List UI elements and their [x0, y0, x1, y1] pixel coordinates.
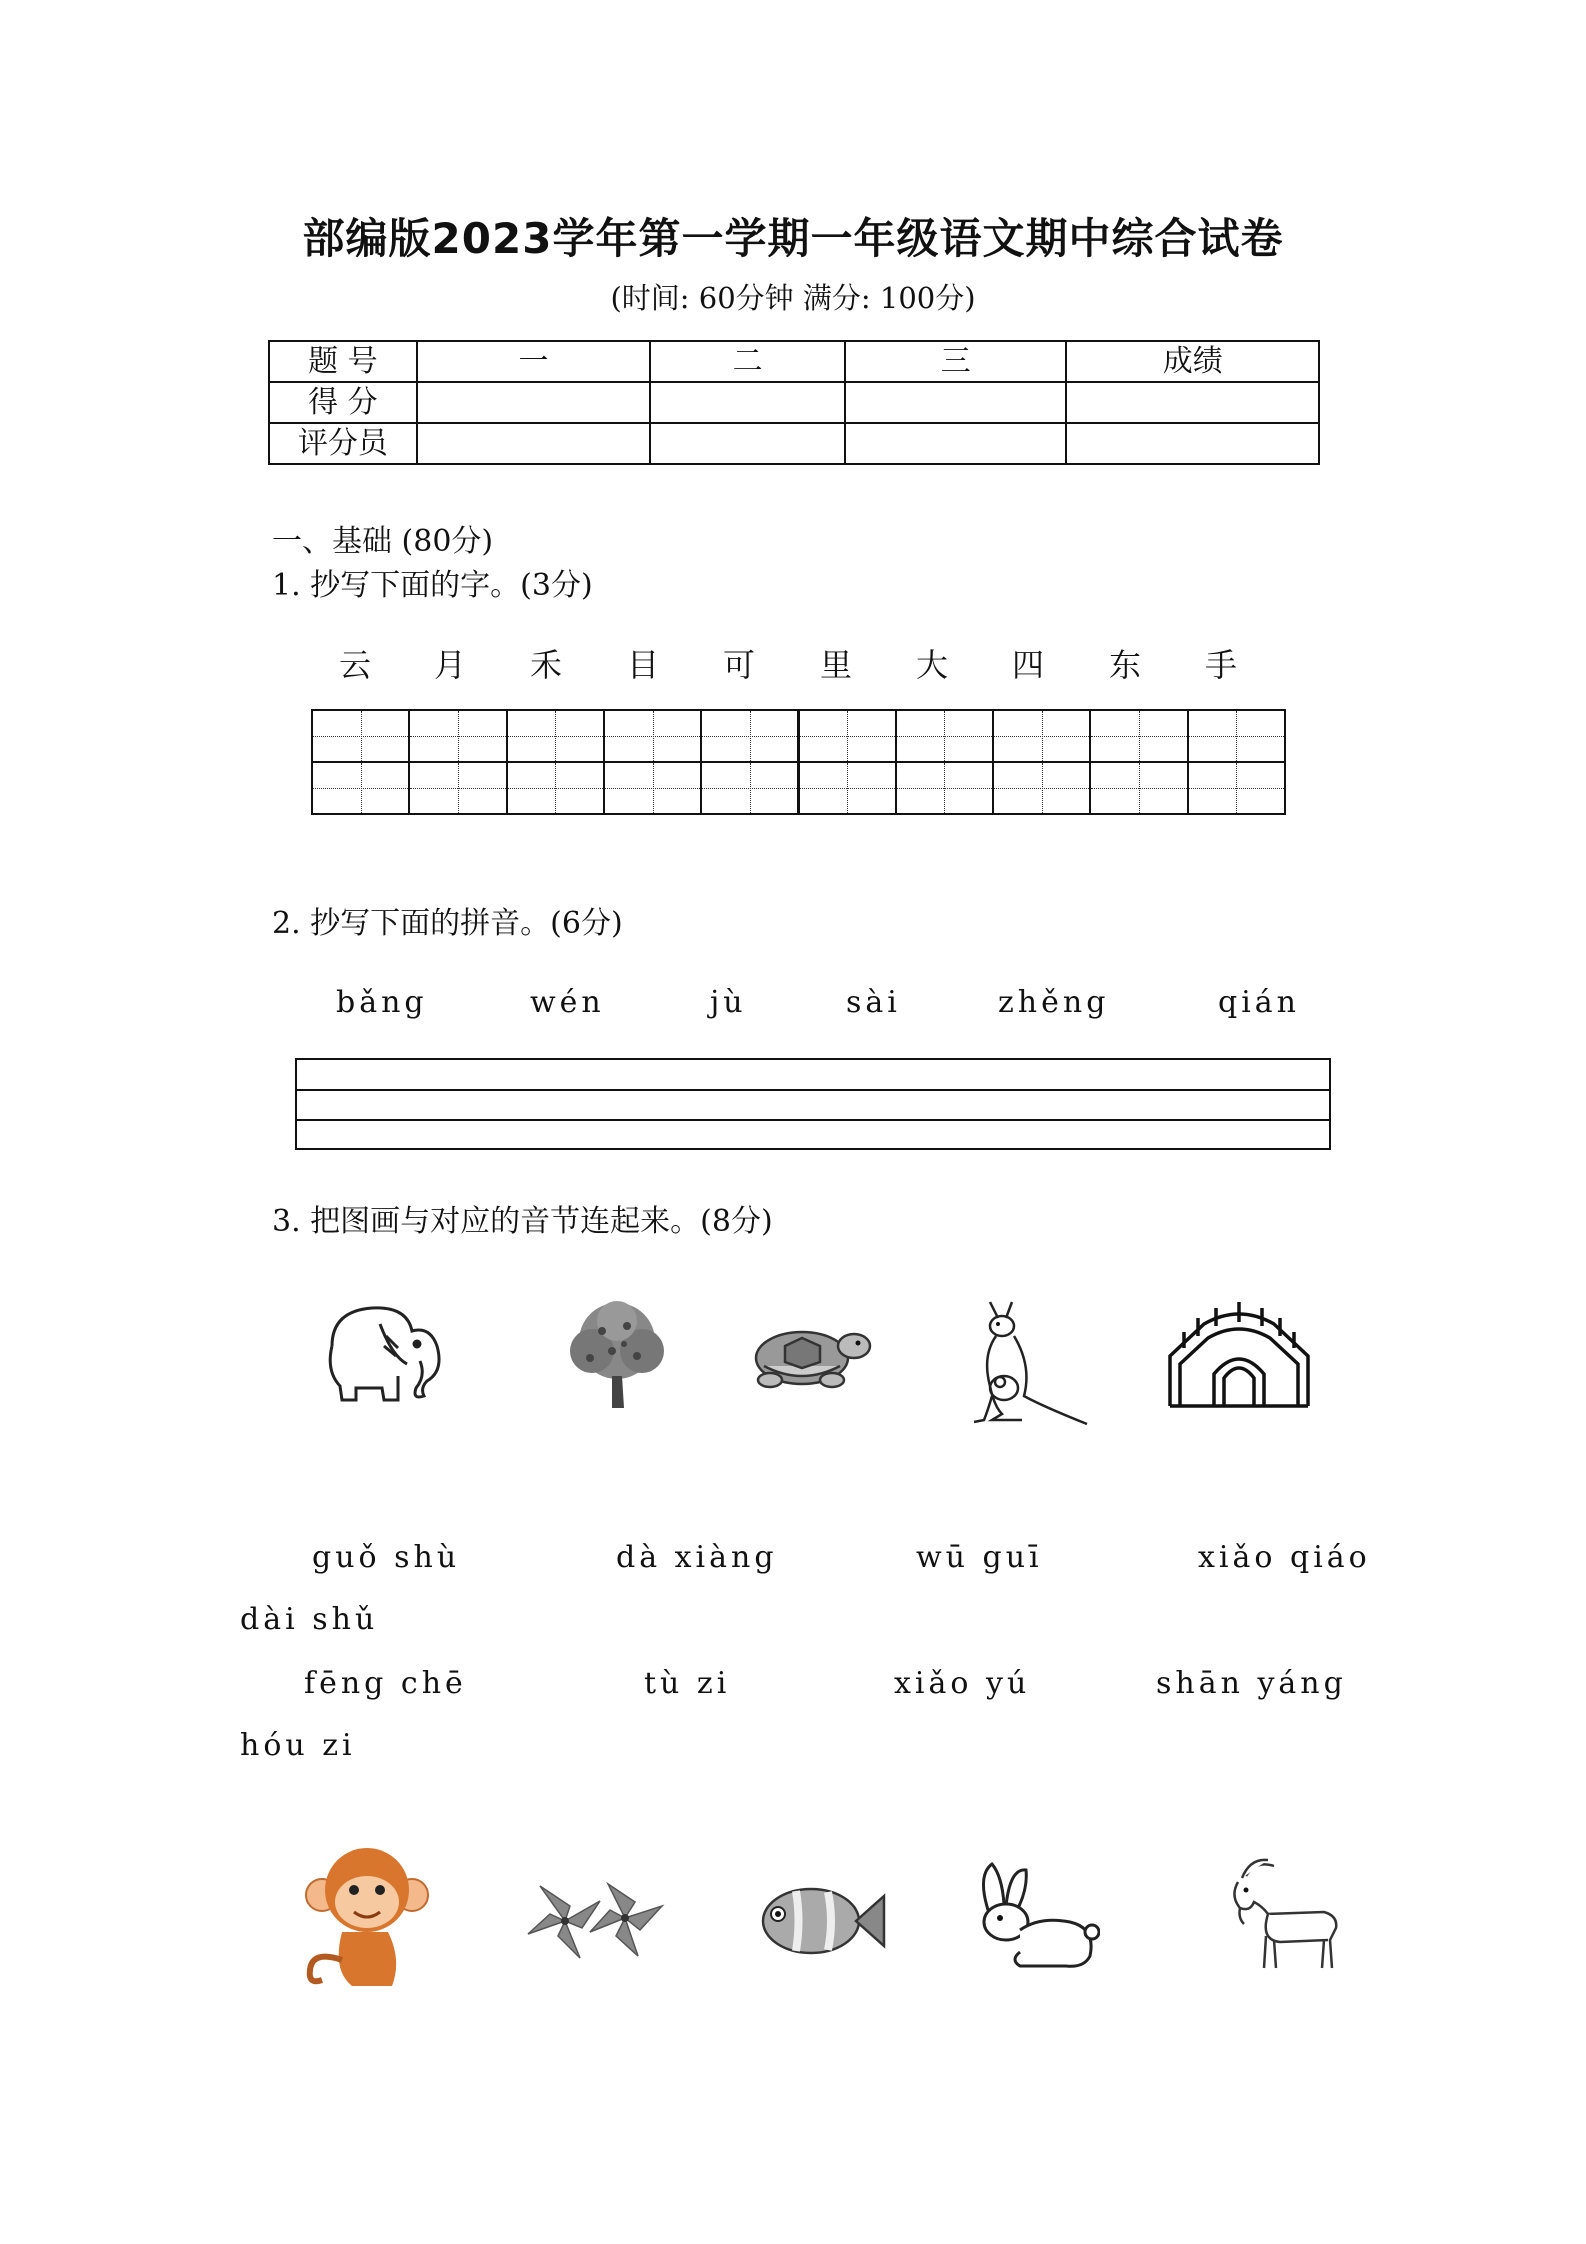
score-header-cell: 二	[650, 341, 845, 382]
pinyin-word: zhěng	[998, 985, 1110, 1020]
grid-cell[interactable]	[700, 709, 799, 763]
pinyin-writing-lines[interactable]	[295, 1058, 1331, 1150]
score-blank-cell[interactable]	[845, 423, 1067, 464]
grid-cell[interactable]	[895, 709, 994, 763]
score-table-row	[269, 382, 1319, 423]
score-header-cell: 三	[845, 341, 1067, 382]
syllable[interactable]: shān yáng	[1156, 1666, 1347, 1701]
question-1-prompt: 1. 抄写下面的字。(3分)	[272, 568, 593, 603]
grid-cell[interactable]	[506, 709, 605, 763]
grid-cell[interactable]	[603, 761, 702, 815]
grid-cell[interactable]	[798, 709, 897, 763]
copy-char: 可	[722, 646, 755, 684]
section-heading: 一、基础 (80分)	[272, 524, 494, 559]
grid-cell[interactable]	[311, 761, 410, 815]
grid-cell[interactable]	[311, 709, 410, 763]
copy-char: 云	[338, 646, 371, 684]
grid-cell[interactable]	[1089, 709, 1188, 763]
grid-cell[interactable]	[895, 761, 994, 815]
score-table	[268, 340, 1320, 465]
score-blank-cell[interactable]	[417, 382, 651, 423]
copy-char: 四	[1011, 646, 1044, 684]
fish-icon[interactable]	[756, 1876, 886, 1966]
turtle-icon[interactable]	[740, 1316, 876, 1396]
grid-cell[interactable]	[408, 761, 507, 815]
syllable[interactable]: xiǎo yú	[894, 1666, 1031, 1701]
syllable[interactable]: fēng chē	[304, 1666, 467, 1701]
copy-char: 目	[626, 646, 659, 684]
grid-cell[interactable]	[992, 709, 1091, 763]
syllable[interactable]: guǒ shù	[312, 1540, 461, 1575]
grid-cell[interactable]	[1089, 761, 1188, 815]
pinyin-word: bǎng	[336, 985, 428, 1020]
kangaroo-icon[interactable]	[962, 1296, 1092, 1432]
page-subtitle: (时间: 60分钟 满分: 100分)	[610, 281, 976, 315]
copy-char: 东	[1108, 646, 1141, 684]
score-table-header-row	[269, 341, 1319, 382]
syllable[interactable]: dài shǔ	[240, 1602, 379, 1637]
score-table-row	[269, 423, 1319, 464]
score-row-label: 评分员	[269, 423, 417, 464]
copy-char: 手	[1204, 646, 1237, 684]
grid-cell[interactable]	[603, 709, 702, 763]
syllable[interactable]: xiǎo qiáo	[1198, 1540, 1371, 1575]
copy-char: 月	[433, 646, 466, 684]
grid-cell[interactable]	[992, 761, 1091, 815]
score-blank-cell[interactable]	[650, 382, 845, 423]
pinyin-word: jù	[710, 985, 747, 1020]
copy-char: 里	[819, 646, 852, 684]
question-3-prompt: 3. 把图画与对应的音节连起来。(8分)	[272, 1204, 773, 1239]
score-header-cell: 题 号	[269, 341, 417, 382]
grid-cell[interactable]	[408, 709, 507, 763]
score-blank-cell[interactable]	[417, 423, 651, 464]
syllable[interactable]: hóu zi	[240, 1728, 356, 1763]
grid-cell[interactable]	[1187, 709, 1286, 763]
bridge-icon[interactable]	[1164, 1294, 1314, 1410]
question-2-prompt: 2. 抄写下面的拼音。(6分)	[272, 906, 623, 941]
score-blank-cell[interactable]	[650, 423, 845, 464]
grid-cell[interactable]	[1187, 761, 1286, 815]
monkey-icon[interactable]	[292, 1840, 442, 1990]
elephant-icon[interactable]	[312, 1296, 452, 1406]
grid-cell[interactable]	[798, 761, 897, 815]
copy-char: 禾	[529, 646, 562, 684]
pinyin-word: wén	[530, 985, 605, 1020]
syllable[interactable]: dà xiàng	[616, 1540, 778, 1575]
score-row-label: 得 分	[269, 382, 417, 423]
grid-cell[interactable]	[506, 761, 605, 815]
score-blank-cell[interactable]	[845, 382, 1067, 423]
score-header-cell: 成绩	[1066, 341, 1319, 382]
rabbit-icon[interactable]	[970, 1856, 1100, 1972]
copy-char: 大	[915, 646, 948, 684]
score-blank-cell[interactable]	[1066, 423, 1319, 464]
pinwheel-icon[interactable]	[520, 1876, 670, 1966]
syllable[interactable]: wū guī	[916, 1540, 1043, 1575]
goat-icon[interactable]	[1220, 1856, 1344, 1974]
grid-cell[interactable]	[700, 761, 799, 815]
pinyin-word: sài	[846, 985, 901, 1020]
score-header-cell: 一	[417, 341, 651, 382]
pinyin-word: qián	[1218, 985, 1301, 1020]
score-blank-cell[interactable]	[1066, 382, 1319, 423]
syllable[interactable]: tù zi	[644, 1666, 731, 1701]
tree-icon[interactable]	[562, 1296, 672, 1414]
page-title: 部编版2023学年第一学期一年级语文期中综合试卷	[302, 214, 1284, 263]
